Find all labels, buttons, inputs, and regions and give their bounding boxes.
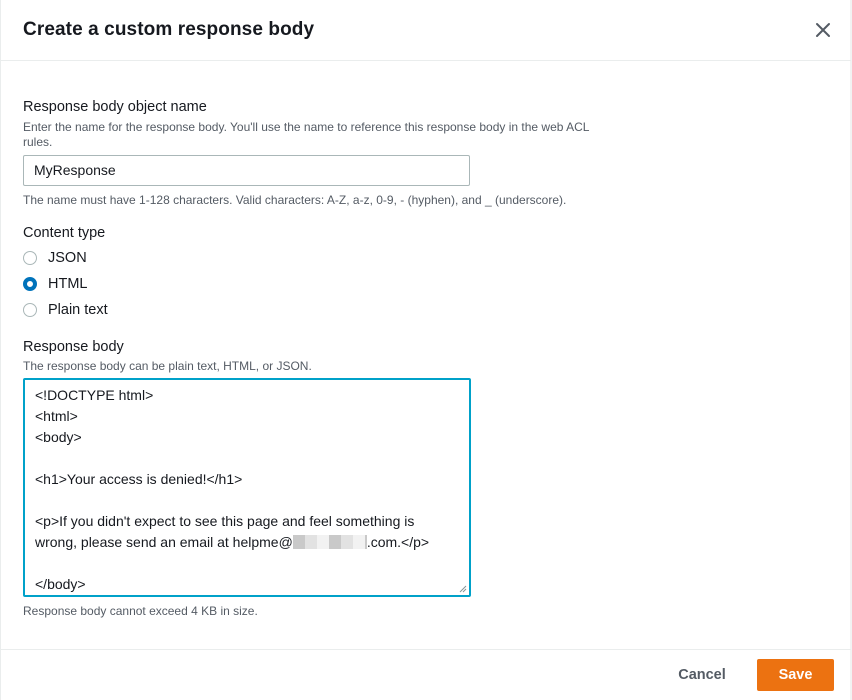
radio-button[interactable]: [23, 303, 37, 317]
redacted-domain: [293, 535, 367, 549]
radio-button-selected[interactable]: [23, 277, 37, 291]
code-line: </body>: [35, 576, 86, 592]
response-body-label: Response body: [23, 339, 124, 355]
email-prefix: wrong, please send an email at helpme@: [35, 534, 293, 550]
code-line: <h1>Your access is denied!</h1>: [35, 471, 243, 487]
radio-button[interactable]: [23, 251, 37, 265]
response-name-input[interactable]: MyResponse: [23, 155, 470, 186]
radio-html[interactable]: [23, 274, 87, 294]
radio-label: HTML: [48, 276, 88, 292]
response-body-constraint: Response body cannot exceed 4 KB in size.: [23, 604, 258, 618]
name-field-constraint: The name must have 1-128 characters. Valid characters: A-Z, a-z, 0-9, - (hyphen), and _ (underscore).: [23, 193, 567, 207]
cancel-button[interactable]: Cancel: [678, 667, 726, 683]
dialog-title: Create a custom response body: [23, 19, 315, 40]
footer-divider: [1, 649, 851, 650]
content-type-label: Content type: [23, 225, 106, 241]
code-line: <!DOCTYPE html>: [35, 387, 154, 403]
response-body-textarea[interactable]: [23, 378, 471, 597]
close-button[interactable]: [809, 18, 837, 44]
response-body-description: The response body can be plain text, HTML, or JSON.: [23, 359, 312, 373]
save-button[interactable]: Save: [757, 659, 834, 691]
name-field-description-cont: rules.: [23, 135, 53, 149]
code-line: <p>If you didn't expect to see this page and feel something is: [35, 513, 415, 529]
email-suffix: .com.</p>: [366, 534, 430, 550]
radio-label: JSON: [48, 250, 87, 266]
code-line: <html>: [35, 408, 78, 424]
name-field-description: Enter the name for the response body. You'll use the name to reference this response body in the web ACL: [23, 120, 590, 134]
radio-label: Plain text: [48, 302, 108, 318]
code-line: <body>: [35, 429, 82, 445]
resize-handle-icon[interactable]: [458, 584, 467, 593]
dialog-header: [1, 0, 851, 61]
name-field-label: Response body object name: [23, 99, 207, 115]
code-line-email: [35, 534, 429, 550]
close-icon: [809, 18, 837, 44]
radio-json[interactable]: [23, 248, 87, 268]
radio-plain-text[interactable]: [23, 300, 108, 320]
